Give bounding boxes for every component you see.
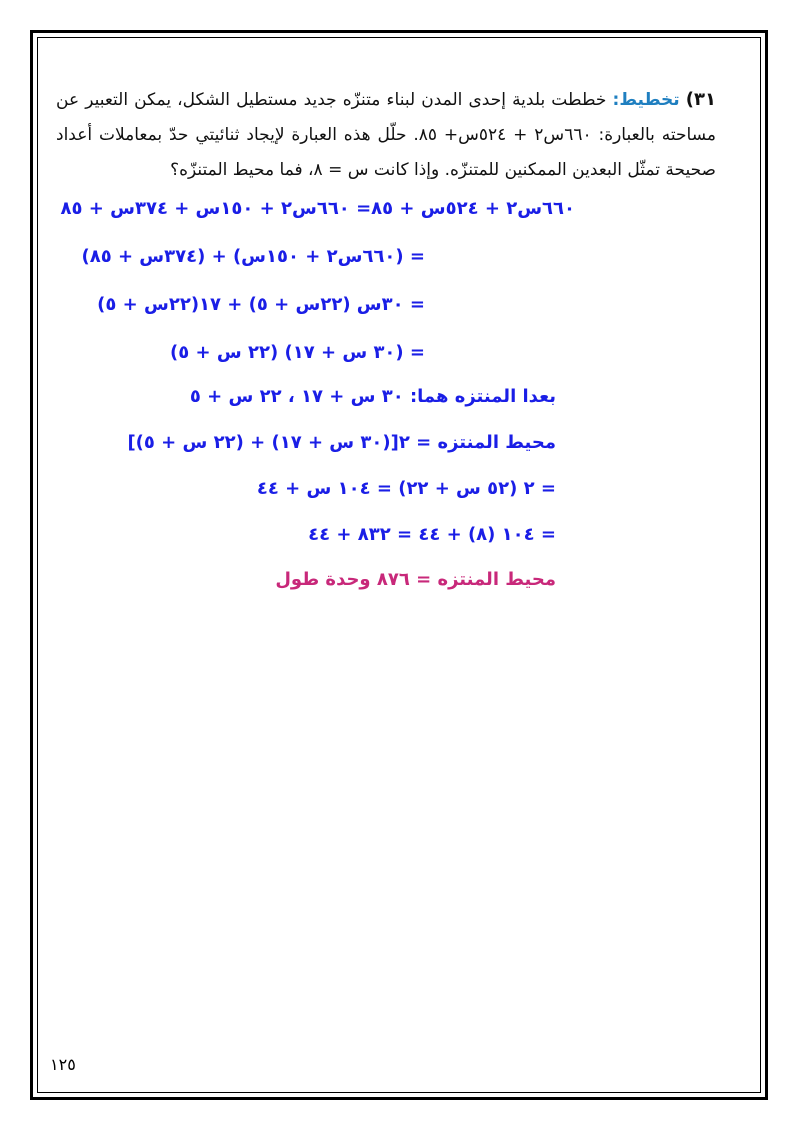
solution-line-2: = (٦٦٠س٢ + ١٥٠س) + (٣٧٤س + ٨٥) <box>81 246 425 267</box>
problem-text: خططت بلدية إحدى المدن لبناء متنزّه جديد مستطيل الشكل، يمكن التعبير عن مساحته بالعبارة: ٦٦٠س٢ + ٥٢٤س+ ٨٥. حلّل هذه العبارة لإيجاد ثنائيتي حدّ بمعاملات أعداد صحيحة تمثّل البعدين الممكنين للمتنزّه. وإذا كانت س = ٨، فما محيط المتنزّه؟ <box>56 90 716 180</box>
dimensions-line: بعدا المنتزه هما: ٣٠ س + ١٧ ، ٢٢ س + ٥ <box>189 386 556 407</box>
perimeter-line-2: = ٢ (٥٢ س + ٢٢) = ١٠٤ س + ٤٤ <box>256 478 556 499</box>
solution-line-3: = ٣٠س (٢٢س + ٥) + ١٧(٢٢س + ٥) <box>97 294 425 315</box>
page-number: ١٢٥ <box>50 1055 76 1074</box>
problem-number: ٣١) <box>685 89 717 110</box>
final-answer: محيط المنتزه = ٨٧٦ وحدة طول <box>275 569 556 590</box>
solution-line-4: = (٣٠ س + ١٧) (٢٢ س + ٥) <box>170 342 425 363</box>
solution-line-1: ٦٦٠س٢ + ٥٢٤س + ٨٥= ٦٦٠س٢ + ١٥٠س + ٣٧٤س + ٨٥ <box>60 198 575 219</box>
perimeter-line-1: محيط المنتزه = ٢[(٣٠ س + ١٧) + (٢٢ س + ٥)] <box>127 432 556 453</box>
problem-statement <box>56 82 716 188</box>
page-border-inner <box>37 37 761 1093</box>
problem-keyword: تخطيط: <box>612 90 680 110</box>
perimeter-line-3: = ١٠٤ (٨) + ٤٤ = ٨٣٢ + ٤٤ <box>308 524 556 545</box>
